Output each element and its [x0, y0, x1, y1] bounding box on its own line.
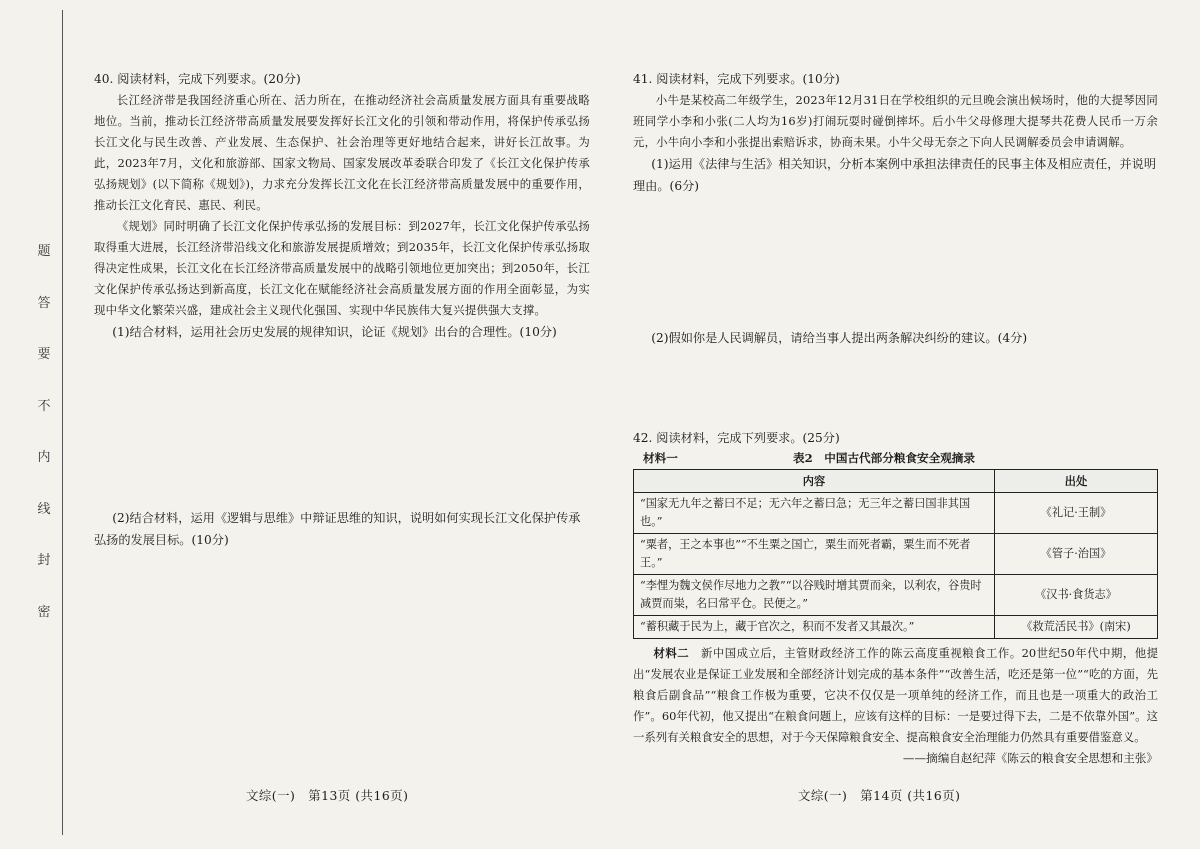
q40-subquestion-1: (1)结合材料，运用社会历史发展的规律知识，论证《规划》出台的合理性。(10分) — [112, 325, 557, 339]
answer-space — [633, 349, 1158, 427]
seal-char: 题 — [37, 244, 51, 259]
table-cell-source: 《礼记·王制》 — [995, 493, 1158, 534]
table-cell-content: “国家无九年之蓄曰不足；无六年之蓄曰急；无三年之蓄曰国非其国也。” — [634, 493, 995, 534]
table-cell-content: “蓄积藏于民为上，藏于官次之，积而不发者又其最次。” — [634, 616, 995, 639]
seal-char: 不 — [37, 398, 51, 414]
answer-space — [633, 197, 1158, 327]
seal-char: 封 — [37, 553, 51, 569]
seal-char: 线 — [37, 501, 51, 517]
material-1-label: 材料一 — [643, 451, 678, 465]
q40-paragraph-2: 《规划》同时明确了长江文化保护传承弘扬的发展目标：到2027年，长江文化保护传承弘扬取得重大进展，长江经济带沿线文化和旅游发展提质增效；到2035年，长江文化保护传承弘扬取得决定性成果，长江文化在长江经济带高质量发展中的战略引领地位更加突出；到2050年，长江文化保护传承弘扬达到新高度，长江文化在赋能经济社会高质量发展方面的作用全面彰显，为实现中华文化繁荣兴盛，建成社会主义现代化强国、实现中华民族伟大复兴提供强大支撑。 — [94, 219, 590, 317]
page-footer-13: 文综(一) 第13页 (共16页) — [246, 788, 409, 803]
q42-title: 42. 阅读材料，完成下列要求。(25分) — [633, 431, 840, 445]
q40-title: 40. 阅读材料，完成下列要求。(20分) — [94, 72, 301, 86]
table-cell-source: 《救荒活民书》(南宋) — [995, 616, 1158, 639]
seal-char: 答 — [37, 295, 51, 311]
seal-line-strip — [32, 240, 56, 620]
q40-subquestion-2: (2)结合材料，运用《逻辑与思维》中辩证思维的知识，说明如何实现长江文化保护传承弘扬的发展目标。(10分) — [94, 511, 581, 547]
table-cell-content: “李悝为魏文侯作尽地力之教”“以谷贱时增其贾而籴，以利农，谷贵时减贾而粜，名曰常平仓。民便之。” — [634, 575, 995, 616]
q41-title: 41. 阅读材料，完成下列要求。(10分) — [633, 72, 840, 86]
grain-security-table — [633, 469, 1158, 639]
answer-space — [94, 343, 590, 507]
table-caption: 表2 中国古代部分粮食安全观摘录 — [793, 451, 975, 465]
material-2 — [633, 643, 1158, 748]
table-heading — [633, 449, 1158, 467]
q40-paragraph-1: 长江经济带是我国经济重心所在、活力所在，在推动经济社会高质量发展方面具有重要战略地位。当前，推动长江经济带高质量发展要发挥好长江文化的引领和带动作用，将保护传承弘扬长江文化与民生改善、产业发展、生态保护、社会治理等更好地结合起来，讲好长江故事。为此，2023年7月，文化和旅游部、国家文物局、国家发展改革委联合印发了《长江文化保护传承弘扬规划》(以下简称《规划》)，力求充分发挥长江文化在长江经济带高质量发展中的重要作用，推动长江文化育民、惠民、利民。 — [94, 93, 590, 212]
right-column — [633, 68, 1158, 768]
seal-char: 密 — [37, 604, 51, 620]
table-cell-content: “粟者，王之本事也”“不生粟之国亡，粟生而死者霸，粟生而不死者王。” — [634, 534, 995, 575]
seal-char: 内 — [37, 450, 51, 466]
table-header-row — [634, 470, 1158, 493]
q41-paragraph: 小牛是某校高二年级学生，2023年12月31日在学校组织的元旦晚会演出候场时，他的大提琴因同班同学小李和小张(二人均为16岁)打闹玩耍时碰倒摔坏。后小牛父母修理大提琴共花费人民币一万余元，小牛向小李和小张提出索赔诉求，协商未果。小牛父母无奈之下向人民调解委员会申请调解。 — [633, 93, 1158, 149]
table-header-source: 出处 — [995, 470, 1158, 493]
binding-line — [62, 10, 63, 835]
page-footer-14: 文综(一) 第14页 (共16页) — [798, 788, 961, 803]
table-cell-source: 《管子·治国》 — [995, 534, 1158, 575]
q41-subquestion-1: (1)运用《法律与生活》相关知识，分析本案例中承担法律责任的民事主体及相应责任，并说明理由。(6分) — [633, 157, 1157, 193]
table-row — [634, 575, 1158, 616]
table-header-content: 内容 — [634, 470, 995, 493]
question-40 — [94, 68, 590, 551]
seal-char: 要 — [37, 347, 51, 363]
q41-subquestion-2: (2)假如你是人民调解员，请给当事人提出两条解决纠纷的建议。(4分) — [651, 331, 1028, 345]
table-row — [634, 534, 1158, 575]
table-row — [634, 616, 1158, 639]
material-2-text: 新中国成立后，主管财政经济工作的陈云高度重视粮食工作。20世纪50年代中期，他提出“发展农业是保证工业发展和全部经济计划完成的基本条件”“改善生活，吃还是第一位”“吃的方面，先粮食后副食品”“粮食工作极为重要，它决不仅仅是一项单纯的经济工作，而且也是一项重大的政治工作”。60年代初，他又提出“在粮食问题上，应该有这样的目标：一是要过得下去，二是不依靠外国”。这一系列有关粮食安全的思想，对于今天保障粮食安全、提高粮食安全治理能力仍然具有重要借鉴意义。 — [633, 646, 1158, 744]
material-2-label: 材料二 — [653, 646, 690, 660]
table-cell-source: 《汉书·食货志》 — [995, 575, 1158, 616]
material-2-attribution: ——摘编自赵纪萍《陈云的粮食安全思想和主张》 — [902, 751, 1158, 765]
right-page — [600, 0, 1200, 849]
table-row — [634, 493, 1158, 534]
